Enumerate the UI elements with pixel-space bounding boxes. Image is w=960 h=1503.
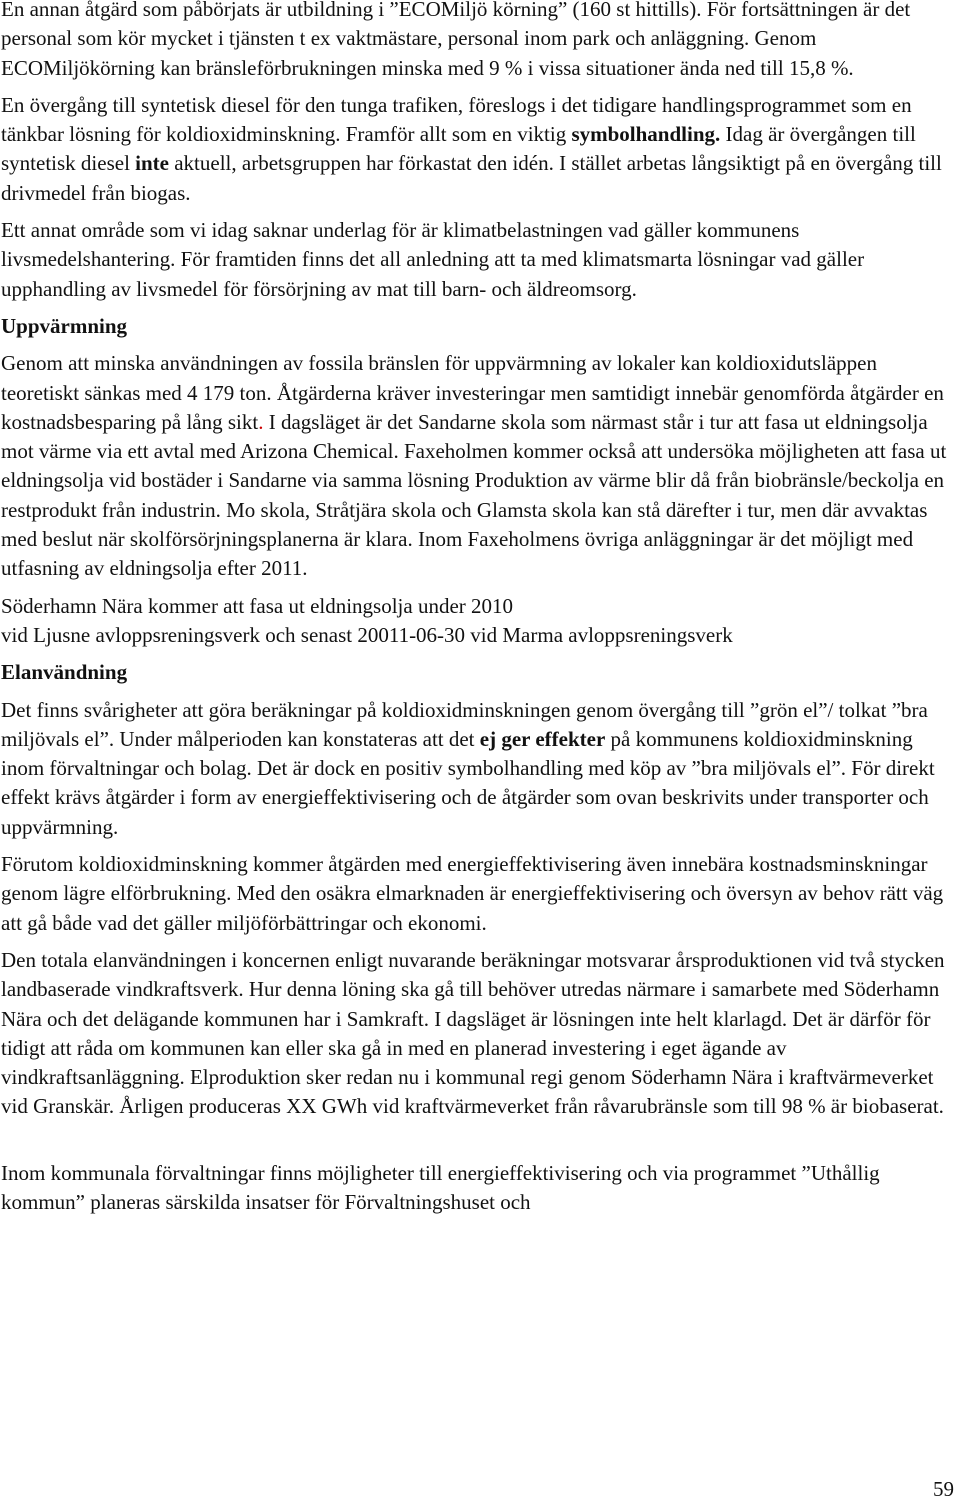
document-body	[1, 0, 956, 1225]
paragraph-syntetisk-diesel	[1, 91, 956, 208]
bold-ej-ger-effekter: ej ger effekter	[479, 726, 606, 751]
paragraph-ecomiljo: En annan åtgärd som påbörjats är utbildning i ”ECOMiljö körning” (160 st hittills). För fortsättningen är det personal som kör mycket i tjänsten t ex vaktmästare, personal inom park och anläggning. Genom ECOMiljökörning kan bränsleförbrukningen minska med 9 % i vissa situationer ända ned till 15,8 %.	[1, 0, 911, 80]
paragraph-text: Genom att minska användningen av fossila bränslen för uppvärmning av lokaler kan koldioxidutsläppen teoretiskt sänkas med 4 179 ton. Åtgärderna kräver investeringar men samtidigt innebär genomförda åtgärder en kostnadsbesparing på lång sikt	[1, 351, 944, 434]
red-period: .	[258, 409, 264, 434]
paragraph-uppvarmning	[1, 349, 956, 583]
bold-symbolhandling: symbolhandling.	[571, 122, 721, 147]
paragraph-text: En övergång till syntetisk diesel för den tunga trafiken, föreslogs i det tidigare handlingsprogrammet som en tänkbar lösning för koldioxidminskning. Framför allt som en viktig	[1, 92, 912, 147]
paragraph-gron-el	[1, 696, 956, 842]
heading-elanvandning: Elanvändning	[1, 660, 128, 685]
paragraph-energieffektivisering: Förutom koldioxidminskning kommer åtgärden med energieffektivisering även innebära kostnadsminskningar genom lägre elförbrukning. Med den osäkra elmarknaden är energieffektivisering och översyn av behov rätt väg att gå både vad det gäller miljöförbättringar och ekonomi.	[1, 852, 944, 935]
paragraph-text: Det finns svårigheter att göra beräkningar på koldioxidminskningen genom övergång till ”grön el”/ tolkat ”bra miljövals el”. Under målperioden kan konstateras att det	[1, 697, 928, 751]
paragraph-text: Idag är övergången till syntetisk diesel	[1, 122, 916, 176]
paragraph-text: aktuell, arbetsgruppen har förkastat den idén. I stället arbetas långsiktigt på en övergång till drivmedel från biogas.	[1, 151, 942, 205]
paragraph-line: Söderhamn Nära kommer att fasa ut eldningsolja under 2010	[1, 593, 514, 618]
blank-line	[1, 1130, 956, 1159]
page-number: 59	[933, 1477, 954, 1501]
paragraph-text: I dagsläget är det Sandarne skola som närmast står i tur att fasa ut eldningsolja mot värme via ett avtal med Arizona Chemical. Faxeholmen kommer också att undersöka möjligheten att fasa ut eldningsolja vid bostäder i Sandarne via samma lösning Produktion av värme blir då från biobränsle/beckolja en restprodukt från industrin. Mo skola, Stråtjära skola och Glamsta skola kan stå därefter i tur, men där avvaktas med beslut när skolförsörjningsplanerna är klara. Inom Faxeholmens övriga anläggningar är det möjligt med utfasning av eldningsolja efter 2011.	[1, 409, 947, 581]
paragraph-text: på kommunens koldioxidminskning inom förvaltningar och bolag. Det är dock en positiv symbolhandling med köp av ”bra miljövals el”. För direkt effekt krävs åtgärder i form av energieffektivisering och de åtgärder som ovan beskrivits under transporter och uppvärmning.	[1, 726, 935, 839]
paragraph-elanvandning-koncern: Den totala elanvändningen i koncernen enligt nuvarande beräkningar motsvarar årsproduktionen vid två stycken landbaserade vindkraftsverk. Hur denna löning ska gå till behöver utredas närmare i samarbete med Söderhamn Nära och det delägande kommunen har i Samkraft. I dagsläget är lösningen inte helt klarlagd. Det är därför för tidigt att råda om kommunen kan eller ska gå in med en planerad investering i eget ägande av vindkraftsanläggning. Elproduktion sker redan nu i kommunal regi genom Söderhamn Nära i kraftvärmeverket vid Granskär. Årligen produceras XX GWh vid kraftvärmeverket från råvarubränsle som till 98 % är biobaserat.	[1, 947, 945, 1119]
paragraph-soderhamn-nara	[1, 592, 956, 651]
paragraph-livsmedel: Ett annat område som vi idag saknar underlag för är klimatbelastningen vad gäller kommunens livsmedelshantering. För framtiden finns det all anledning att ta med klimatsmarta lösningar vad gäller upphandling av livsmedel för försörjning av mat till barn- och äldreomsorg.	[1, 218, 865, 301]
paragraph-line: vid Ljusne avloppsreningsverk och senast 20011-06-30 vid Marma avloppsreningsverk	[1, 622, 733, 647]
bold-inte: inte	[135, 151, 169, 176]
paragraph-uthallig-kommun: Inom kommunala förvaltningar finns möjligheter till energieffektivisering och via programmet ”Uthållig kommun” planeras särskilda insatser för Förvaltningshuset och	[1, 1160, 880, 1214]
heading-uppvarmning: Uppvärmning	[1, 313, 128, 338]
